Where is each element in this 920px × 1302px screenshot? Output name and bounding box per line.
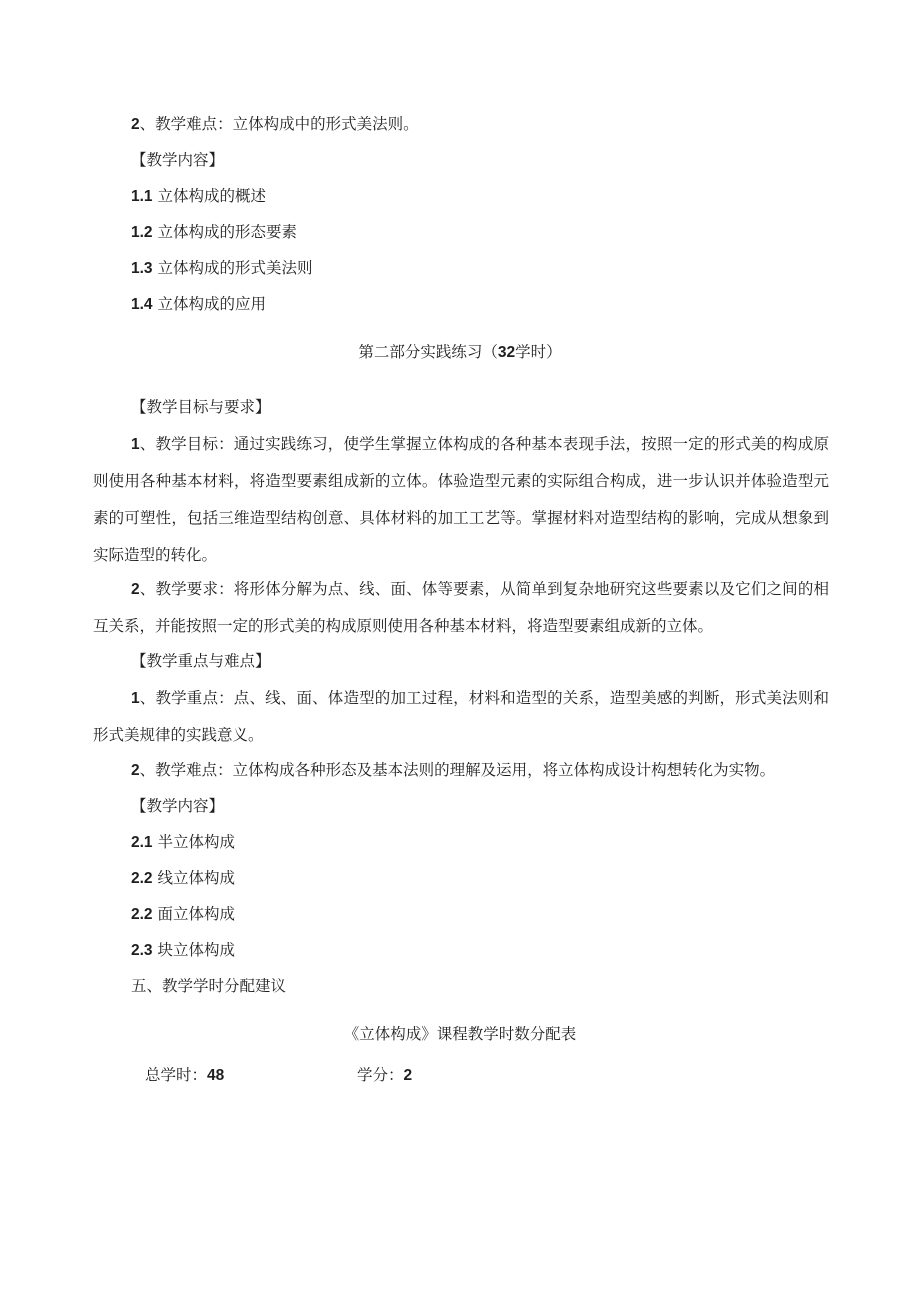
content-item: [131, 831, 235, 854]
goal2-number: 2: [131, 581, 140, 598]
total-hours-label: 总学时：: [145, 1066, 208, 1084]
key2-paragraph: [93, 752, 829, 789]
content-item: [131, 939, 235, 962]
goals-heading: 【教学目标与要求】: [131, 398, 271, 416]
part2-title-b: 学时）: [515, 343, 562, 361]
difficulty-line: [131, 113, 419, 136]
item-number: 1.1: [131, 188, 153, 205]
item-text: 半立体构成: [157, 833, 236, 851]
part2-title-hours: 32: [497, 344, 516, 361]
content-heading-1: 【教学内容】: [131, 151, 225, 169]
content-item: [131, 257, 313, 280]
item-number: 1.4: [131, 296, 153, 313]
content-heading-2: 【教学内容】: [131, 797, 225, 815]
item-number: 2.2: [131, 906, 153, 923]
content-item: [131, 221, 297, 244]
item-text: 线立体构成: [157, 869, 236, 887]
item-text: 块立体构成: [157, 941, 236, 959]
key1-number: 1: [131, 690, 140, 707]
goal1-text: 、教学目标：通过实践练习，使学生掌握立体构成的各种基本表现手法，按照一定的形式美的构成原则使用各种基本材料，将造型要素组成新的立体。体验造型元素的实际组合构成，进一步认识并体验造型元素的可塑性，包括三维造型结构创意、具体材料的加工工艺等。掌握材料对造型结构的影响，完成从想象到实际造型的转化。: [93, 435, 829, 564]
table-title: 《立体构成》课程教学时数分配表: [343, 1025, 577, 1043]
difficulty-number: 2: [131, 116, 140, 133]
key2-text: 、教学难点：立体构成各种形态及基本法则的理解及运用，将立体构成设计构想转化为实物。: [139, 761, 776, 779]
goal2-paragraph: [93, 571, 829, 645]
item-number: 2.3: [131, 942, 153, 959]
part2-title: [0, 341, 920, 364]
content-item: [131, 903, 235, 926]
total-hours: [145, 1064, 224, 1087]
item-text: 立体构成的应用: [157, 295, 267, 313]
item-number: 2.2: [131, 870, 153, 887]
total-hours-value: 48: [207, 1067, 225, 1084]
content-item: [131, 293, 266, 316]
difficulty-text: 、教学难点：立体构成中的形式美法则。: [139, 115, 419, 133]
goal1-number: 1: [131, 436, 140, 453]
key1-paragraph: [93, 680, 829, 754]
item-text: 立体构成的形式美法则: [157, 259, 313, 277]
item-text: 立体构成的形态要素: [157, 223, 298, 241]
credits-value: 2: [403, 1067, 413, 1084]
item-text: 立体构成的概述: [157, 187, 267, 205]
item-text: 面立体构成: [157, 905, 236, 923]
item-number: 1.2: [131, 224, 153, 241]
goal2-text: 、教学要求：将形体分解为点、线、面、体等要素，从简单到复杂地研究这些要素以及它们之间的相互关系，并能按照一定的形式美的构成原则使用各种基本材料，将造型要素组成新的立体。: [93, 580, 829, 635]
key-heading: 【教学重点与难点】: [131, 652, 271, 670]
section5-heading: 五、教学学时分配建议: [131, 977, 287, 995]
key1-text: 、教学重点：点、线、面、体造型的加工过程，材料和造型的关系，造型美感的判断，形式美法则和形式美规律的实践意义。: [93, 689, 829, 744]
content-item: [131, 867, 235, 890]
key2-number: 2: [131, 762, 140, 779]
part2-title-a: 第二部分实践练习（: [358, 343, 498, 361]
item-number: 1.3: [131, 260, 153, 277]
item-number: 2.1: [131, 834, 153, 851]
goal1-paragraph: [93, 426, 829, 574]
credits: [357, 1064, 412, 1087]
content-item: [131, 185, 266, 208]
credits-label: 学分：: [357, 1066, 404, 1084]
